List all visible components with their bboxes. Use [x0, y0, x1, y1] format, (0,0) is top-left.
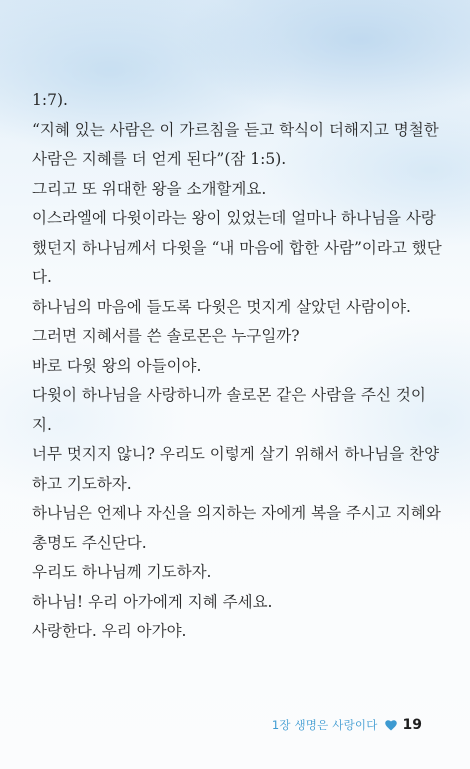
- paragraph: 이스라엘에 다윗이라는 왕이 있었는데 얼마나 하나님을 사랑했던지 하나님께서 다윗을 “내 마음에 합한 사람”이라고 했단다.: [32, 209, 442, 286]
- paragraph: 그러면 지혜서를 쓴 솔로몬은 누구일까?: [32, 327, 300, 345]
- body-text: [32, 86, 442, 647]
- heart-icon: [385, 720, 397, 731]
- paragraph: 하나님! 우리 아가에게 지혜 주세요.: [32, 592, 273, 611]
- paragraph: 하나님의 마음에 들도록 다윗은 멋지게 살았던 사람이야.: [32, 297, 411, 316]
- paragraph: 너무 멋지지 않니? 우리도 이렇게 살기 위해서 하나님을 찬양하고 기도하자.: [32, 445, 440, 493]
- paragraph: 1:7).: [32, 91, 68, 109]
- paragraph: “지혜 있는 사람은 이 가르침을 듣고 학식이 더해지고 명철한 사람은 지혜를 더 얻게 된다”(잠 1:5).: [32, 120, 439, 168]
- page-footer: [272, 717, 422, 733]
- paragraph: 하나님은 언제나 자신을 의지하는 자에게 복을 주시고 지혜와 총명도 주신단다.: [32, 504, 441, 552]
- chapter-title: 1장 생명은 사랑이다: [271, 718, 378, 732]
- paragraph: 바로 다윗 왕의 아들이야.: [32, 356, 202, 375]
- paragraph: 사랑한다. 우리 아가야.: [32, 622, 187, 640]
- paragraph: 다윗이 하나님을 사랑하니까 솔로몬 같은 사람을 주신 것이지.: [32, 386, 426, 434]
- page-number: 19: [402, 717, 422, 733]
- paragraph: 그리고 또 위대한 왕을 소개할게요.: [32, 179, 267, 198]
- paragraph: 우리도 하나님께 기도하자.: [32, 563, 212, 581]
